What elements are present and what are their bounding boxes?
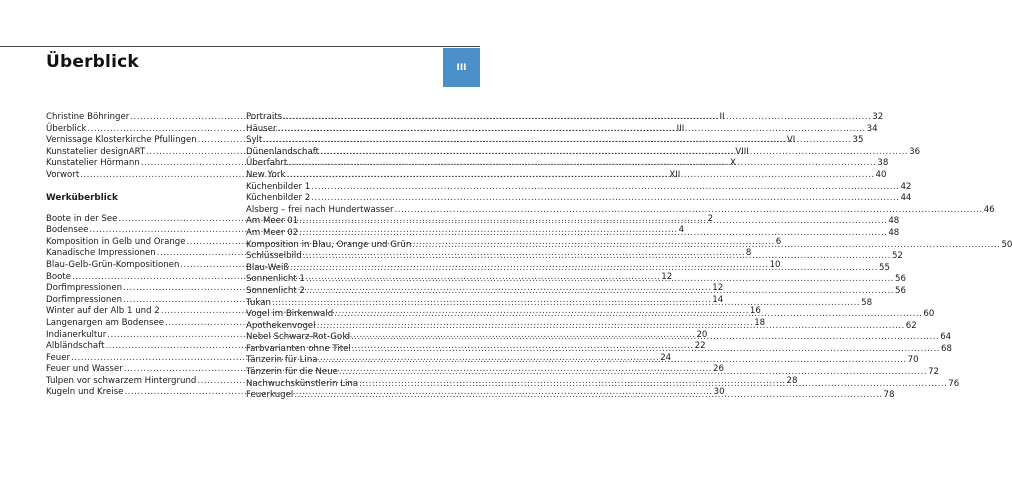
toc-entry[interactable]: [246, 181, 912, 194]
toc-entry-title: Langenargen am Bodensee: [46, 317, 165, 328]
toc-entry-page: 56: [895, 285, 906, 296]
dot-leader: [306, 271, 894, 286]
dot-leader: [294, 390, 882, 402]
toc-entry-title: Feuer und Wasser: [46, 364, 123, 375]
dot-leader: [359, 379, 947, 391]
toc-entry-page: 22: [694, 341, 706, 352]
toc-entry-page: 58: [861, 297, 873, 308]
dot-leader: [352, 344, 940, 356]
toc-entry-page: 20: [696, 329, 708, 340]
toc-entry-page: 36: [909, 146, 921, 157]
toc-entry-page: 48: [888, 216, 900, 227]
toc-entry-title: New York: [246, 169, 286, 180]
toc-entry-title: Kunstatelier Hörmann: [46, 158, 140, 169]
section-heading: Werküberblick: [46, 192, 118, 203]
page-title: Überblick: [46, 52, 139, 72]
toc-entry-title: Sonnenlicht 2: [246, 285, 305, 296]
toc-entry-page: 40: [875, 169, 887, 180]
toc-entry-page: XII: [669, 169, 681, 180]
toc-entry[interactable]: [246, 251, 903, 263]
dot-leader: [290, 263, 878, 275]
toc-entry[interactable]: [246, 158, 889, 170]
toc-entry-page: 68: [941, 343, 952, 354]
toc-entry-title: Sonnenlicht 1: [246, 274, 305, 285]
dot-leader: [320, 147, 908, 159]
toc-entry-title: Am Meer 01: [246, 216, 299, 227]
toc-entry-title: Nachwuchskünstlerin Lina: [246, 378, 359, 389]
toc-entry-title: Albländschaft: [46, 341, 105, 352]
toc-entry-page: 42: [900, 181, 912, 192]
dot-leader: [263, 135, 851, 147]
toc-entry-page: 32: [872, 112, 884, 122]
toc-entry-title: Küchenbilder 2: [246, 193, 311, 204]
toc-entry-title: Überblick: [46, 123, 87, 134]
toc-entry-page: II: [719, 112, 725, 122]
dot-leader: [299, 213, 887, 228]
header-rule: [0, 46, 480, 47]
toc-entry-title: Dünenlandschaft: [246, 146, 319, 157]
toc-entry-title: Überfahrt: [246, 158, 288, 169]
toc-entry-page: 14: [712, 294, 724, 305]
toc-entry-title: Häuser: [246, 123, 277, 134]
toc-entry-title: Blau-Gelb-Grün-Kompositionen: [46, 259, 180, 270]
toc-entry-title: Portraits: [246, 112, 283, 122]
toc-entry-title: Tulpen vor schwarzem Hintergrund: [46, 375, 197, 386]
toc-entry-title: Schlüsselbild: [246, 251, 302, 262]
toc-entry-title: Nebel Schwarz-Rot-Gold: [246, 332, 351, 343]
toc-entry-title: Indianerkultur: [46, 329, 107, 340]
toc-entry-title: Tukan: [246, 297, 271, 308]
dot-leader: [277, 124, 865, 136]
toc-entry[interactable]: [246, 227, 900, 240]
toc-entry-title: Bodensee: [46, 225, 89, 236]
toc-entry-page: 35: [852, 135, 864, 146]
toc-entry-page: 6: [775, 236, 782, 247]
toc-entry-title: Kugeln und Kreise: [46, 387, 124, 398]
dot-leader: [283, 112, 871, 124]
toc-entry-title: Komposition in Gelb und Orange: [46, 236, 186, 247]
toc-entry[interactable]: [246, 204, 995, 217]
toc-entry-page: 44: [900, 193, 912, 204]
toc-entry[interactable]: [246, 239, 1012, 252]
toc-entry-page: 16: [749, 306, 761, 317]
toc-entry-title: Apothekenvogel: [246, 320, 316, 331]
dot-leader: [311, 193, 899, 205]
toc-entry-title: Blau-Weiß: [246, 262, 289, 273]
dot-leader: [412, 240, 1000, 252]
dot-leader: [286, 170, 874, 182]
toc-entry[interactable]: [246, 193, 912, 205]
toc-entry-title: Vogel im Birkenwald: [246, 309, 334, 320]
toc-entry-title: Vorwort: [46, 169, 80, 180]
toc-entry-page: 18: [754, 317, 766, 328]
toc-entry-title: Farbvarianten ohne Titel: [246, 343, 351, 354]
toc-entry-page: 60: [923, 309, 935, 320]
toc-entry-title: Sylt: [246, 135, 263, 146]
dot-leader: [299, 228, 887, 240]
dot-leader: [311, 182, 899, 194]
toc-entry-title: Feuer: [46, 352, 71, 363]
toc-entry-page: 24: [660, 352, 672, 363]
toc-entry-title: Am Meer 02: [246, 227, 299, 238]
toc-entry-page: 12: [661, 271, 673, 282]
toc-entry-title: Dorfimpressionen: [46, 283, 123, 294]
toc-entry-page: 4: [678, 225, 685, 236]
toc-entry-title: Boote in der See: [46, 213, 118, 224]
dot-leader: [395, 205, 983, 217]
dot-leader: [339, 367, 927, 379]
toc-entry-page: 70: [907, 355, 919, 366]
toc-entry-page: 62: [905, 320, 917, 331]
dot-leader: [317, 321, 905, 333]
toc-entry-title: Tänzerin für Lina: [246, 355, 318, 366]
toc-entry-title: Christine Böhringer: [46, 112, 130, 122]
toc-entry-title: Dorfimpressionen: [46, 294, 123, 305]
toc-entry-page: 46: [983, 204, 995, 215]
toc-entry-page: 2: [707, 213, 714, 224]
toc-entry-title: Vernissage Klosterkirche Pfullingen: [46, 135, 197, 146]
toc-entry-page: 56: [895, 274, 906, 285]
toc-entry-title: Tänzerin für die Neue: [246, 367, 338, 378]
toc-entry-title: Küchenbilder 1: [246, 181, 311, 192]
toc-entry-title: Kunstatelier designART: [46, 146, 146, 157]
toc-entry-page: 78: [883, 390, 895, 401]
toc-entry-page: 30: [713, 387, 725, 398]
toc-entry-title: Komposition in Blau, Orange und Grün: [246, 239, 412, 250]
dot-leader: [288, 158, 876, 170]
toc-entry-page: 52: [891, 251, 903, 262]
toc-entry-title: Alsberg – frei nach Hundertwasser: [246, 204, 394, 215]
toc-entry-page: 64: [940, 332, 952, 343]
dot-leader: [272, 298, 860, 310]
toc-entry-title: Kanadische Impressionen: [46, 248, 156, 259]
dot-leader: [334, 309, 922, 321]
toc-entry-page: III: [676, 123, 685, 134]
toc-entry-title: Boote: [46, 271, 72, 282]
dot-leader: [351, 329, 939, 344]
toc-entry-page: X: [730, 158, 736, 169]
toc-entry[interactable]: [246, 216, 900, 228]
toc-entry-page: 72: [928, 367, 940, 378]
dot-leader: [303, 251, 891, 263]
toc-entry-title: Feuerkugel: [246, 390, 294, 401]
toc-entry-page: 38: [877, 158, 889, 169]
toc-entry-page: 26: [713, 364, 724, 375]
toc-entry-page: VI: [786, 135, 796, 146]
dot-leader: [306, 286, 894, 298]
toc-entry-page: 34: [866, 123, 878, 134]
toc-entry-page: 10: [769, 259, 781, 270]
toc-entry-page: 12: [712, 283, 724, 294]
page-number-tab: III: [443, 48, 480, 87]
toc-entry-page: 50: [1001, 239, 1012, 250]
toc-entry-page: VIII: [735, 146, 749, 157]
toc-entry-title: Winter auf der Alb 1 und 2: [46, 306, 160, 317]
toc-entry-page: 76: [948, 378, 960, 389]
dot-leader: [318, 352, 906, 367]
toc-entry-page: 48: [888, 227, 900, 238]
toc-entry-page: 55: [879, 262, 890, 273]
toc-entry-page: 28: [786, 375, 798, 386]
toc-entry-page: 8: [745, 248, 752, 259]
